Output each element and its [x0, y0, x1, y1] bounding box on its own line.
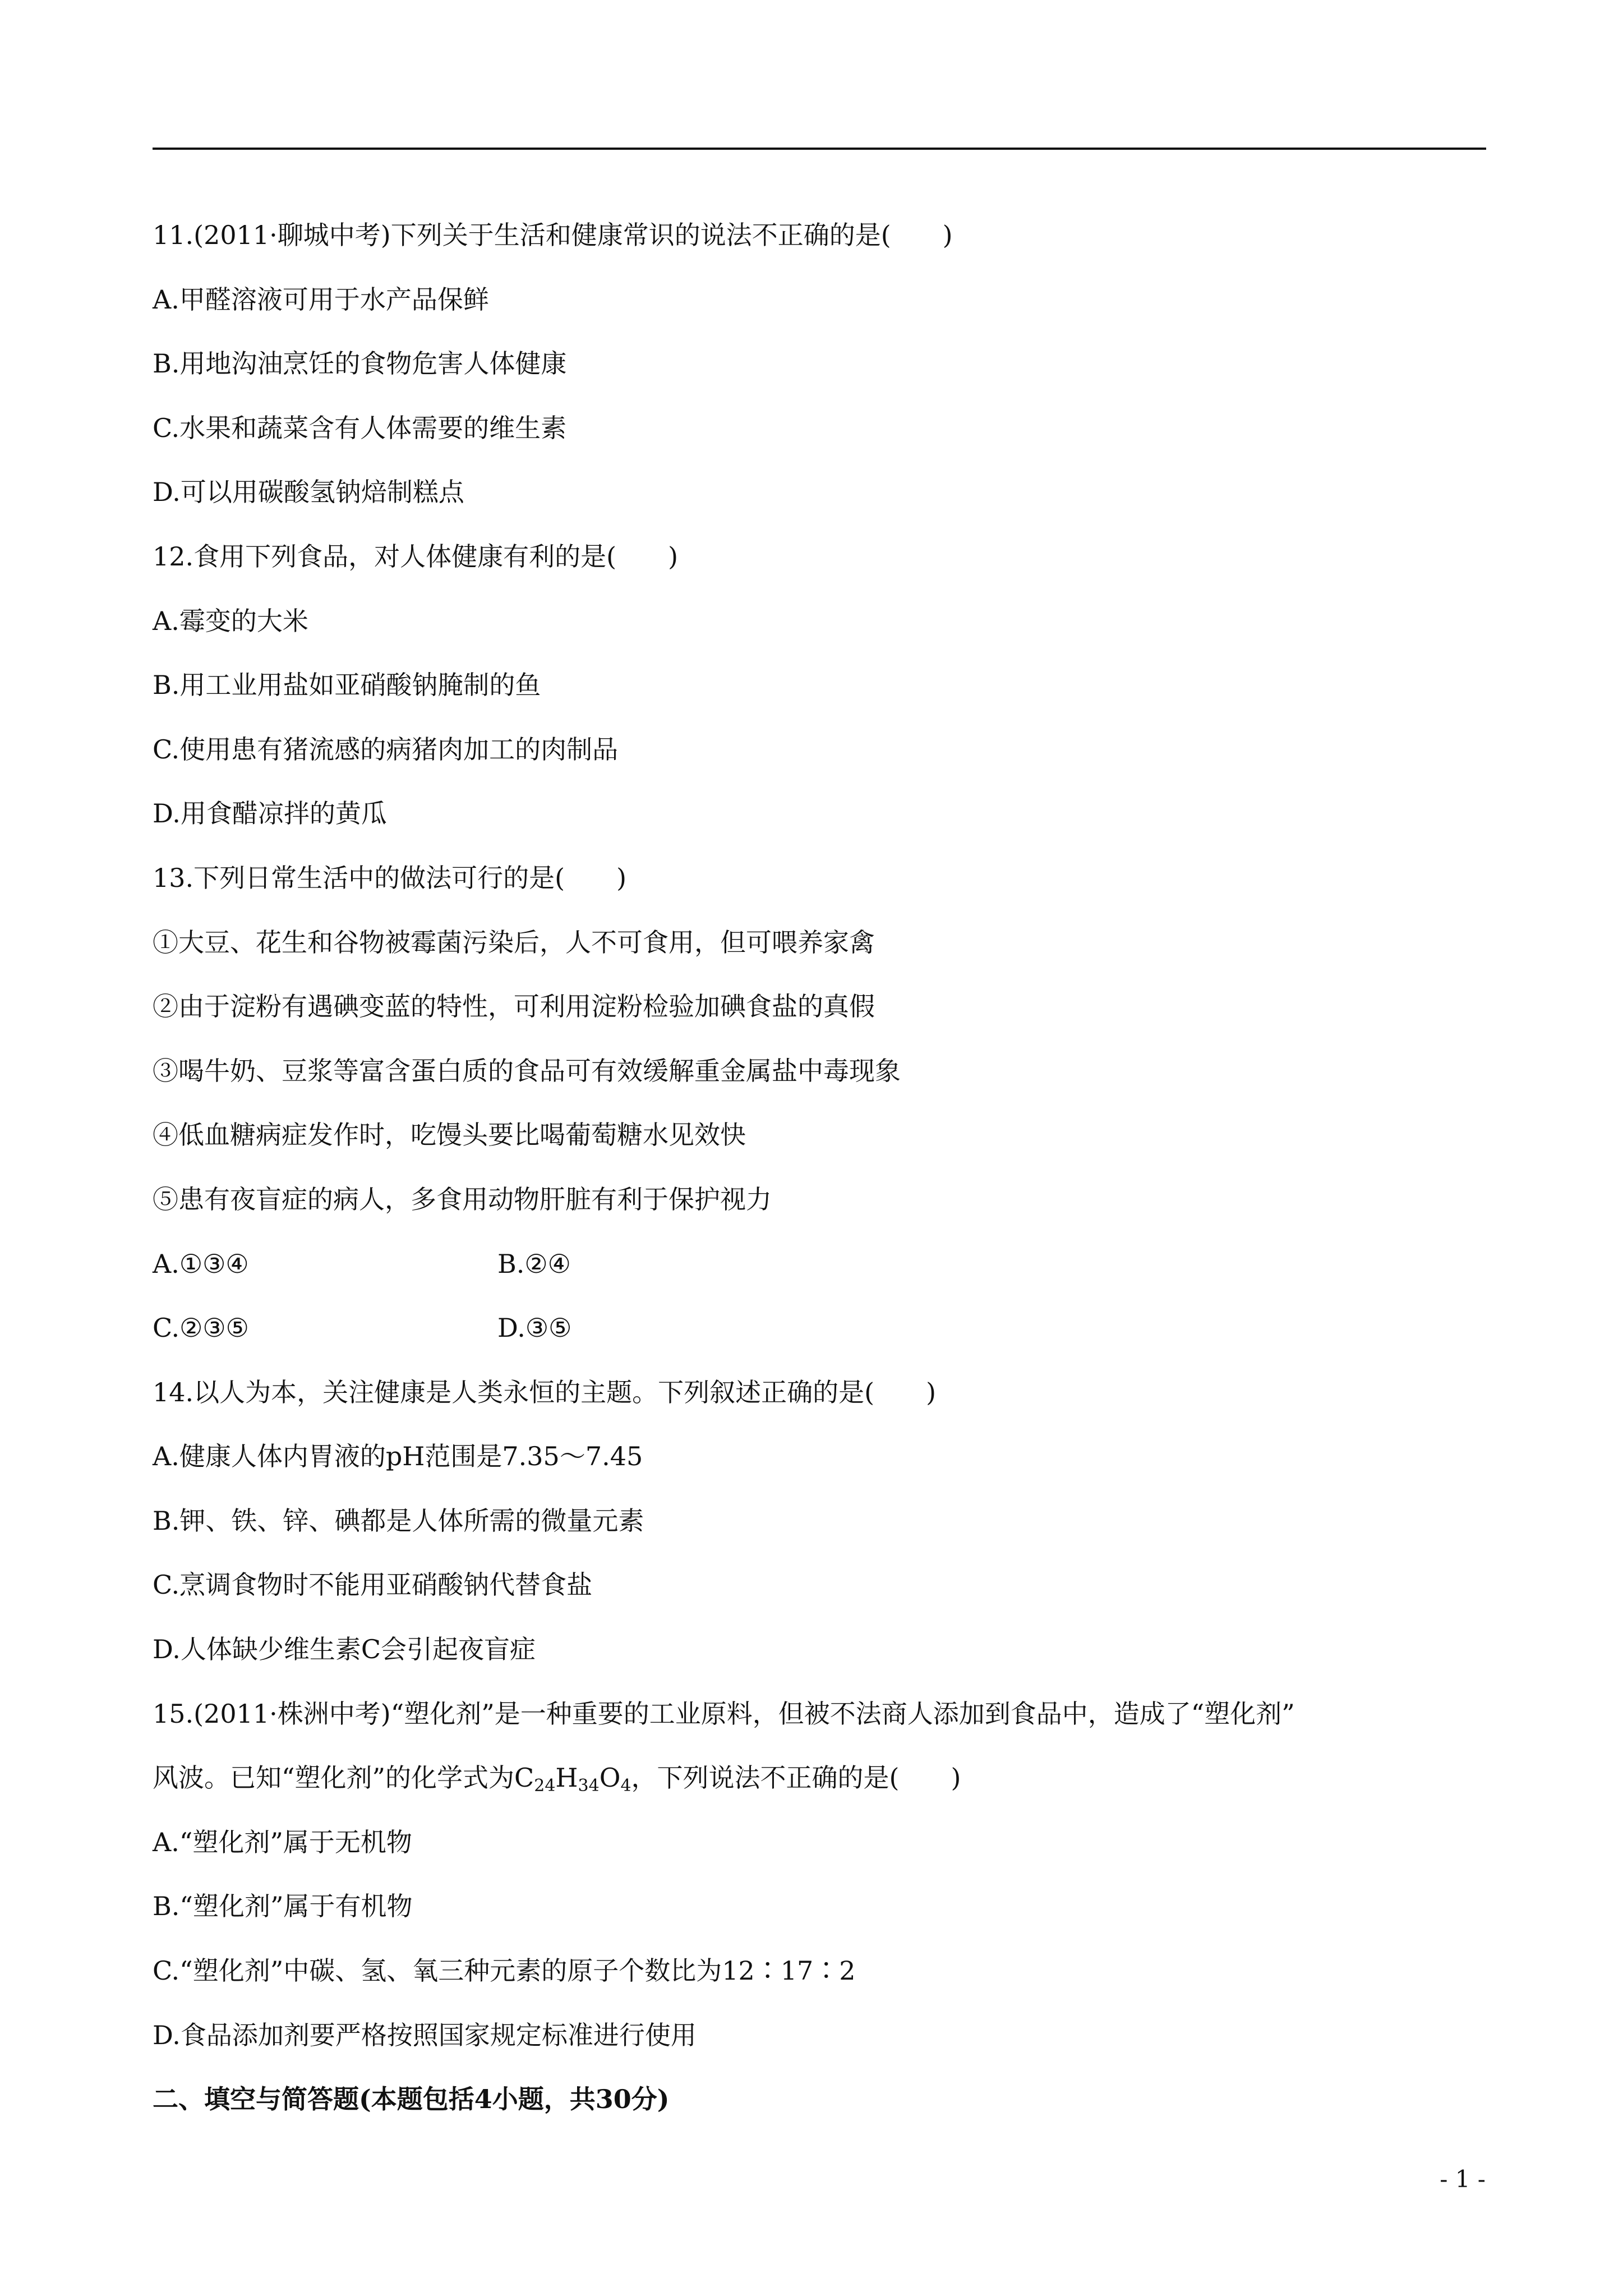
- page-number: - 1 -: [1440, 2165, 1486, 2193]
- question-content: [153, 203, 1486, 2132]
- formula-element: H: [555, 1763, 578, 1793]
- formula-subscript: 24: [534, 1776, 556, 1796]
- question-11-option-d: D.可以用碳酸氢钠焙制糕点: [153, 477, 464, 508]
- question-14-option-c: C.烹调食物时不能用亚硝酸钠代替食盐: [153, 1570, 593, 1600]
- formula-subscript: 4: [620, 1776, 631, 1796]
- section-heading: 二、填空与简答题(本题包括4小题，共30分): [153, 2084, 670, 2115]
- question-12-option-b: B.用工业用盐如亚硝酸钠腌制的鱼: [153, 670, 541, 701]
- question-13-options-row-1: [153, 1232, 1486, 1296]
- question-14-option-b: B.钾、铁、锌、碘都是人体所需的微量元素: [153, 1505, 644, 1536]
- question-12-stem: 12.食用下列食品，对人体健康有利的是( ): [153, 541, 679, 572]
- question-15-option-b: B.“塑化剂”属于有机物: [153, 1891, 413, 1922]
- question-11-option-a: A.甲醛溶液可用于水产品保鲜: [153, 284, 489, 315]
- question-15-option-d: D.食品添加剂要严格按照国家规定标准进行使用: [153, 2019, 697, 2050]
- question-15-option-c: C.“塑化剂”中碳、氢、氧三种元素的原子个数比为12∶17∶2: [153, 1955, 856, 1986]
- question-15-option-a: A.“塑化剂”属于无机物: [153, 1826, 412, 1857]
- question-13-option-c: C.②③⑤: [153, 1313, 249, 1343]
- question-14-option-a: A.健康人体内胃液的pH范围是7.35～7.45: [153, 1441, 643, 1472]
- question-15-stem-text: 风波。已知“塑化剂”的化学式为C: [153, 1763, 534, 1793]
- question-14-stem: 14.以人为本，关注健康是人类永恒的主题。下列叙述正确的是( ): [153, 1377, 937, 1407]
- question-15-stem-line-2: [153, 1746, 1486, 1810]
- question-12-option-c: C.使用患有猪流感的病猪肉加工的肉制品: [153, 734, 619, 765]
- question-13-statement-2: ②由于淀粉有遇碘变蓝的特性，可利用淀粉检验加碘食盐的真假: [153, 991, 875, 1022]
- formula-element: O: [599, 1763, 621, 1793]
- question-11-option-c: C.水果和蔬菜含有人体需要的维生素: [153, 412, 567, 443]
- question-13-option-a: A.①③④: [153, 1248, 249, 1279]
- question-13-option-d: D.③⑤: [497, 1313, 572, 1343]
- question-15-stem-line-1: 15.(2011·株洲中考)“塑化剂”是一种重要的工业原料，但被不法商人添加到食品中，造成了“塑化剂”: [153, 1698, 1295, 1729]
- question-13-stem: 13.下列日常生活中的做法可行的是( ): [153, 862, 627, 893]
- question-11-option-b: B.用地沟油烹饪的食物危害人体健康: [153, 348, 567, 379]
- header-rule: [153, 148, 1486, 150]
- question-11-stem: 11.(2011·聊城中考)下列关于生活和健康常识的说法不正确的是( ): [153, 220, 953, 250]
- question-13-option-b: B.②④: [497, 1248, 571, 1279]
- formula-subscript: 34: [578, 1776, 600, 1796]
- question-13-options-row-2: [153, 1296, 1486, 1360]
- question-12-option-d: D.用食醋凉拌的黄瓜: [153, 798, 387, 829]
- question-14-option-d: D.人体缺少维生素C会引起夜盲症: [153, 1634, 536, 1665]
- question-12-option-a: A.霉变的大米: [153, 605, 308, 636]
- question-13-statement-5: ⑤患有夜盲症的病人，多食用动物肝脏有利于保护视力: [153, 1184, 772, 1214]
- question-15-stem-text: ，下列说法不正确的是( ): [631, 1763, 961, 1793]
- question-13-statement-3: ③喝牛奶、豆浆等富含蛋白质的食品可有效缓解重金属盐中毒现象: [153, 1055, 901, 1086]
- question-13-statement-1: ①大豆、花生和谷物被霉菌污染后，人不可食用，但可喂养家禽: [153, 927, 875, 958]
- question-13-statement-4: ④低血糖病症发作时，吃馒头要比喝葡萄糖水见效快: [153, 1120, 746, 1151]
